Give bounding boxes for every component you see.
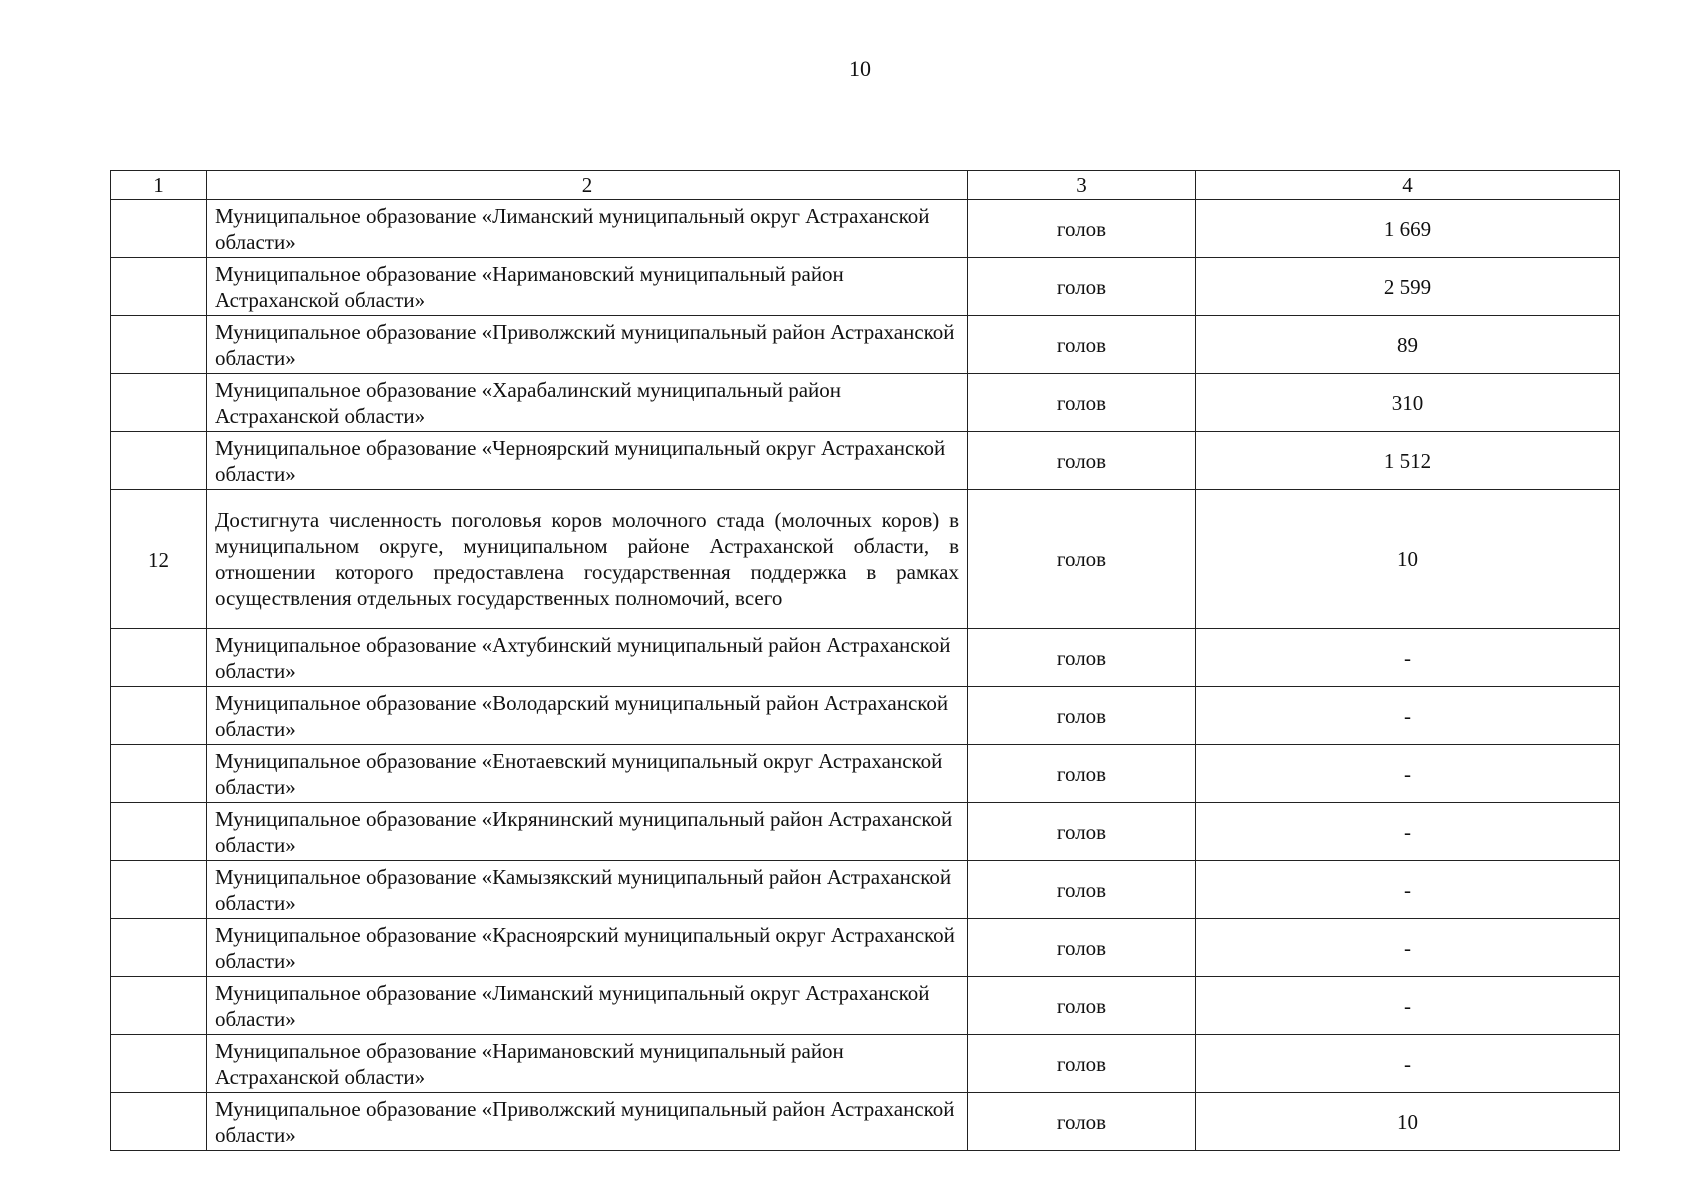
row-name: Муниципальное образование «Приволжский муниципальный район Астраханской области» bbox=[207, 1093, 968, 1151]
row-value: - bbox=[1196, 803, 1620, 861]
row-name: Муниципальное образование «Лиманский муниципальный округ Астраханской области» bbox=[207, 200, 968, 258]
row-number bbox=[111, 803, 207, 861]
row-number bbox=[111, 919, 207, 977]
row-unit: голов bbox=[968, 1093, 1196, 1151]
row-unit: голов bbox=[968, 432, 1196, 490]
table-row bbox=[111, 200, 1620, 258]
row-value: 10 bbox=[1196, 490, 1620, 629]
row-unit: голов bbox=[968, 687, 1196, 745]
row-name: Муниципальное образование «Ахтубинский муниципальный район Астраханской области» bbox=[207, 629, 968, 687]
table-row bbox=[111, 432, 1620, 490]
row-name: Муниципальное образование «Лиманский муниципальный округ Астраханской области» bbox=[207, 977, 968, 1035]
row-unit: голов bbox=[968, 316, 1196, 374]
row-number: 12 bbox=[111, 490, 207, 629]
row-value: - bbox=[1196, 977, 1620, 1035]
row-name: Достигнута численность поголовья коров молочного стада (молочных коров) в муниципальном округе, муниципальном районе Астраханской области, в отношении которого предоставлена государственная поддержка в рамках осуществления отдельных государственных полномочий, всего bbox=[207, 490, 968, 629]
row-name: Муниципальное образование «Енотаевский муниципальный округ Астраханской области» bbox=[207, 745, 968, 803]
row-number bbox=[111, 977, 207, 1035]
table-header-row bbox=[111, 171, 1620, 200]
table-row bbox=[111, 374, 1620, 432]
row-number bbox=[111, 258, 207, 316]
table-row-total bbox=[111, 490, 1620, 629]
table-row bbox=[111, 1035, 1620, 1093]
row-unit: голов bbox=[968, 200, 1196, 258]
header-col-4: 4 bbox=[1196, 171, 1620, 200]
row-unit: голов bbox=[968, 803, 1196, 861]
row-unit: голов bbox=[968, 629, 1196, 687]
row-number bbox=[111, 374, 207, 432]
row-value: - bbox=[1196, 745, 1620, 803]
table-row bbox=[111, 919, 1620, 977]
row-name: Муниципальное образование «Наримановский муниципальный район Астраханской области» bbox=[207, 258, 968, 316]
row-number bbox=[111, 1093, 207, 1151]
row-name: Муниципальное образование «Икрянинский муниципальный район Астраханской области» bbox=[207, 803, 968, 861]
table-row bbox=[111, 629, 1620, 687]
table-row bbox=[111, 803, 1620, 861]
row-name: Муниципальное образование «Красноярский муниципальный округ Астраханской области» bbox=[207, 919, 968, 977]
row-unit: голов bbox=[968, 977, 1196, 1035]
row-name: Муниципальное образование «Камызякский муниципальный район Астраханской области» bbox=[207, 861, 968, 919]
row-value: 2 599 bbox=[1196, 258, 1620, 316]
header-col-2: 2 bbox=[207, 171, 968, 200]
table-row bbox=[111, 745, 1620, 803]
header-col-1: 1 bbox=[111, 171, 207, 200]
table-row bbox=[111, 861, 1620, 919]
table-row bbox=[111, 977, 1620, 1035]
row-unit: голов bbox=[968, 374, 1196, 432]
row-value: - bbox=[1196, 861, 1620, 919]
page-number: 10 bbox=[849, 56, 871, 81]
row-unit: голов bbox=[968, 258, 1196, 316]
row-value: - bbox=[1196, 687, 1620, 745]
row-number bbox=[111, 861, 207, 919]
row-value: - bbox=[1196, 1035, 1620, 1093]
row-number bbox=[111, 745, 207, 803]
table-row bbox=[111, 258, 1620, 316]
row-name: Муниципальное образование «Наримановский муниципальный район Астраханской области» bbox=[207, 1035, 968, 1093]
table-row bbox=[111, 316, 1620, 374]
row-number bbox=[111, 432, 207, 490]
row-value: 10 bbox=[1196, 1093, 1620, 1151]
table-row bbox=[111, 687, 1620, 745]
row-value: 1 512 bbox=[1196, 432, 1620, 490]
row-number bbox=[111, 1035, 207, 1093]
header-col-3: 3 bbox=[968, 171, 1196, 200]
row-name: Муниципальное образование «Приволжский муниципальный район Астраханской области» bbox=[207, 316, 968, 374]
row-value: 310 bbox=[1196, 374, 1620, 432]
indicator-table bbox=[110, 170, 1620, 1151]
row-name: Муниципальное образование «Харабалинский муниципальный район Астраханской области» bbox=[207, 374, 968, 432]
row-unit: голов bbox=[968, 919, 1196, 977]
row-number bbox=[111, 629, 207, 687]
row-unit: голов bbox=[968, 490, 1196, 629]
row-number bbox=[111, 687, 207, 745]
row-unit: голов bbox=[968, 1035, 1196, 1093]
row-unit: голов bbox=[968, 745, 1196, 803]
row-value: - bbox=[1196, 629, 1620, 687]
row-name: Муниципальное образование «Черноярский муниципальный округ Астраханской области» bbox=[207, 432, 968, 490]
row-number bbox=[111, 316, 207, 374]
row-value: 89 bbox=[1196, 316, 1620, 374]
row-value: - bbox=[1196, 919, 1620, 977]
row-number bbox=[111, 200, 207, 258]
row-value: 1 669 bbox=[1196, 200, 1620, 258]
table-row bbox=[111, 1093, 1620, 1151]
row-unit: голов bbox=[968, 861, 1196, 919]
row-name: Муниципальное образование «Володарский муниципальный район Астраханской области» bbox=[207, 687, 968, 745]
